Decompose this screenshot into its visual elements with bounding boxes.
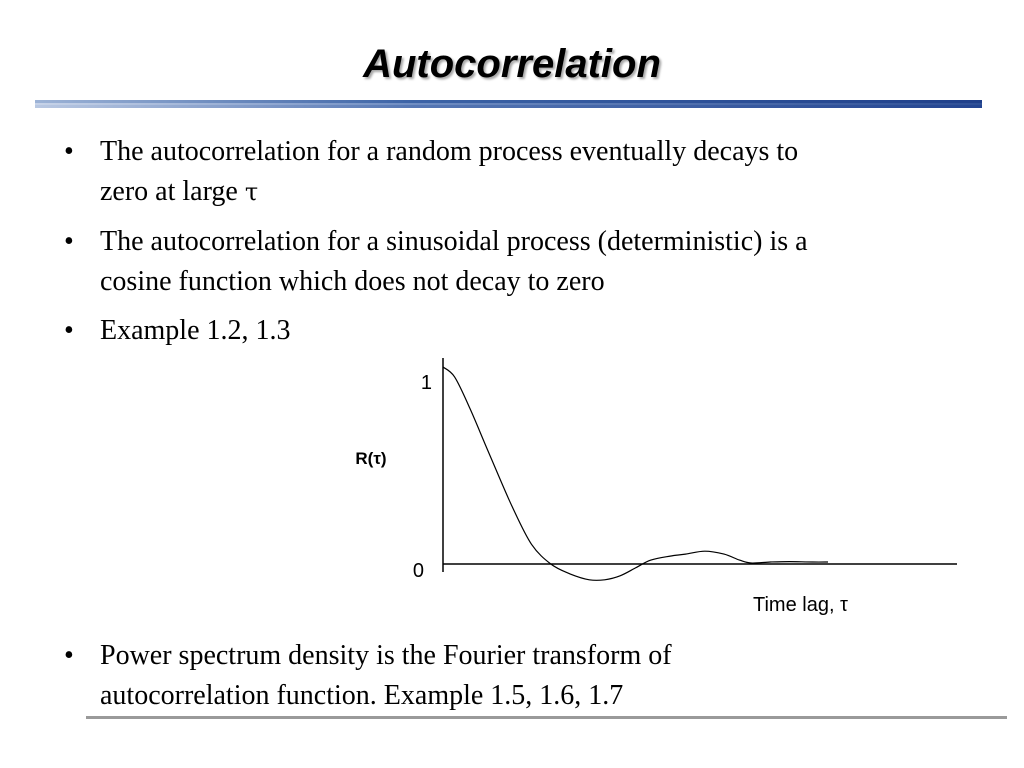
y-tick-label: 1	[420, 372, 432, 394]
bullet-line	[100, 172, 980, 212]
bullet-line: cosine function which does not decay to zero	[100, 266, 605, 297]
bullet-line: The autocorrelation for a random process eventually decays to	[100, 136, 799, 167]
tau-symbol: τ	[244, 178, 259, 206]
bullet-marker: •	[64, 315, 74, 346]
bullet-text	[100, 132, 980, 212]
bullet-line-text: zero at large	[100, 176, 245, 207]
y-axis-label: R(τ)	[355, 449, 387, 468]
bullet-line: Power spectrum density is the Fourier transform of	[100, 640, 672, 671]
title-divider	[35, 100, 982, 109]
bullet-line: autocorrelation function. Example 1.5, 1.6, 1.7	[100, 680, 624, 711]
autocorrelation-curve	[443, 367, 828, 580]
y-tick-label: 0	[412, 560, 424, 582]
slide-title: Autocorrelation	[363, 42, 661, 86]
bottom-divider	[86, 716, 1007, 719]
bullet-text	[100, 311, 980, 351]
bullet-line: Example 1.2, 1.3	[100, 315, 291, 346]
bullet-marker: •	[64, 226, 74, 257]
bullet-marker: •	[64, 136, 74, 167]
bullet-text	[100, 636, 980, 716]
bullet-text	[100, 222, 980, 302]
x-axis-label: Time lag, τ	[753, 594, 848, 616]
bullet-line: The autocorrelation for a sinusoidal process (deterministic) is a	[100, 226, 808, 257]
bullet-marker: •	[64, 640, 74, 671]
